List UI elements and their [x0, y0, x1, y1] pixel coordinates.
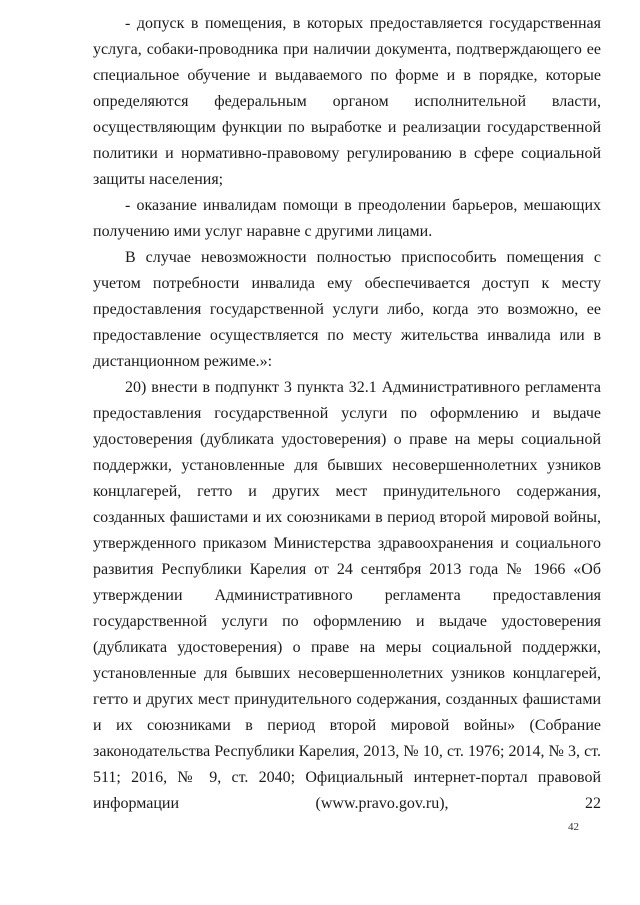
paragraph-guide-dog-access: - допуск в помещения, в которых предоставляется государственная услуга, собаки-проводника при наличии документа, подтверждающего ее специальное обучение и выдаваемого по форме и в порядке, которые определяются федеральным органом исполнительной власти, осуществляющим функции по выработке и реализации государственной политики и нормативно-правовому регулированию в сфере социальной защиты населения;: [93, 15, 601, 188]
paragraph-remote-service: В случае невозможности полностью приспособить помещения с учетом потребности инвалида ему обеспечивается доступ к месту предоставления государственной услуги либо, когда это возможно, ее предоставление осуществляется по месту жительства инвалида или в дистанционном режиме.»:: [93, 249, 601, 370]
document-body: [93, 11, 601, 817]
paragraph-item-20: 20) внести в подпункт 3 пункта 32.1 Административного регламента предоставления государственной услуги по оформлению и выдаче удостоверения (дубликата удостоверения) о праве на меры социальной поддержки, установленные для бывших несовершеннолетних узников концлагерей, гетто и других мест принудительного содержания, созданных фашистами и их союзниками в период второй мировой войны, утвержденного приказом Министерства здравоохранения и социального развития Республики Карелия от 24 сентября 2013 года № 1966 «Об утверждении Административного регламента предоставления государственной услуги по оформлению и выдаче удостоверения (дубликата удостоверения) о праве на меры социальной поддержки, установленные для бывших несовершеннолетних узников концлагерей, гетто и других мест принудительного содержания, созданных фашистами и их союзниками в период второй мировой войны» (Собрание законодательства Республики Карелия, 2013, № 10, ст. 1976; 2014, № 3, ст. 511; 2016, № 9, ст. 2040; Официальный интернет-портал правовой информации (www.pravo.gov.ru), 22: [93, 379, 601, 812]
paragraph-barrier-assistance: - оказание инвалидам помощи в преодолении барьеров, мешающих получению ими услуг наравне с другими лицами.: [93, 197, 601, 240]
page-number: 42: [568, 821, 579, 833]
